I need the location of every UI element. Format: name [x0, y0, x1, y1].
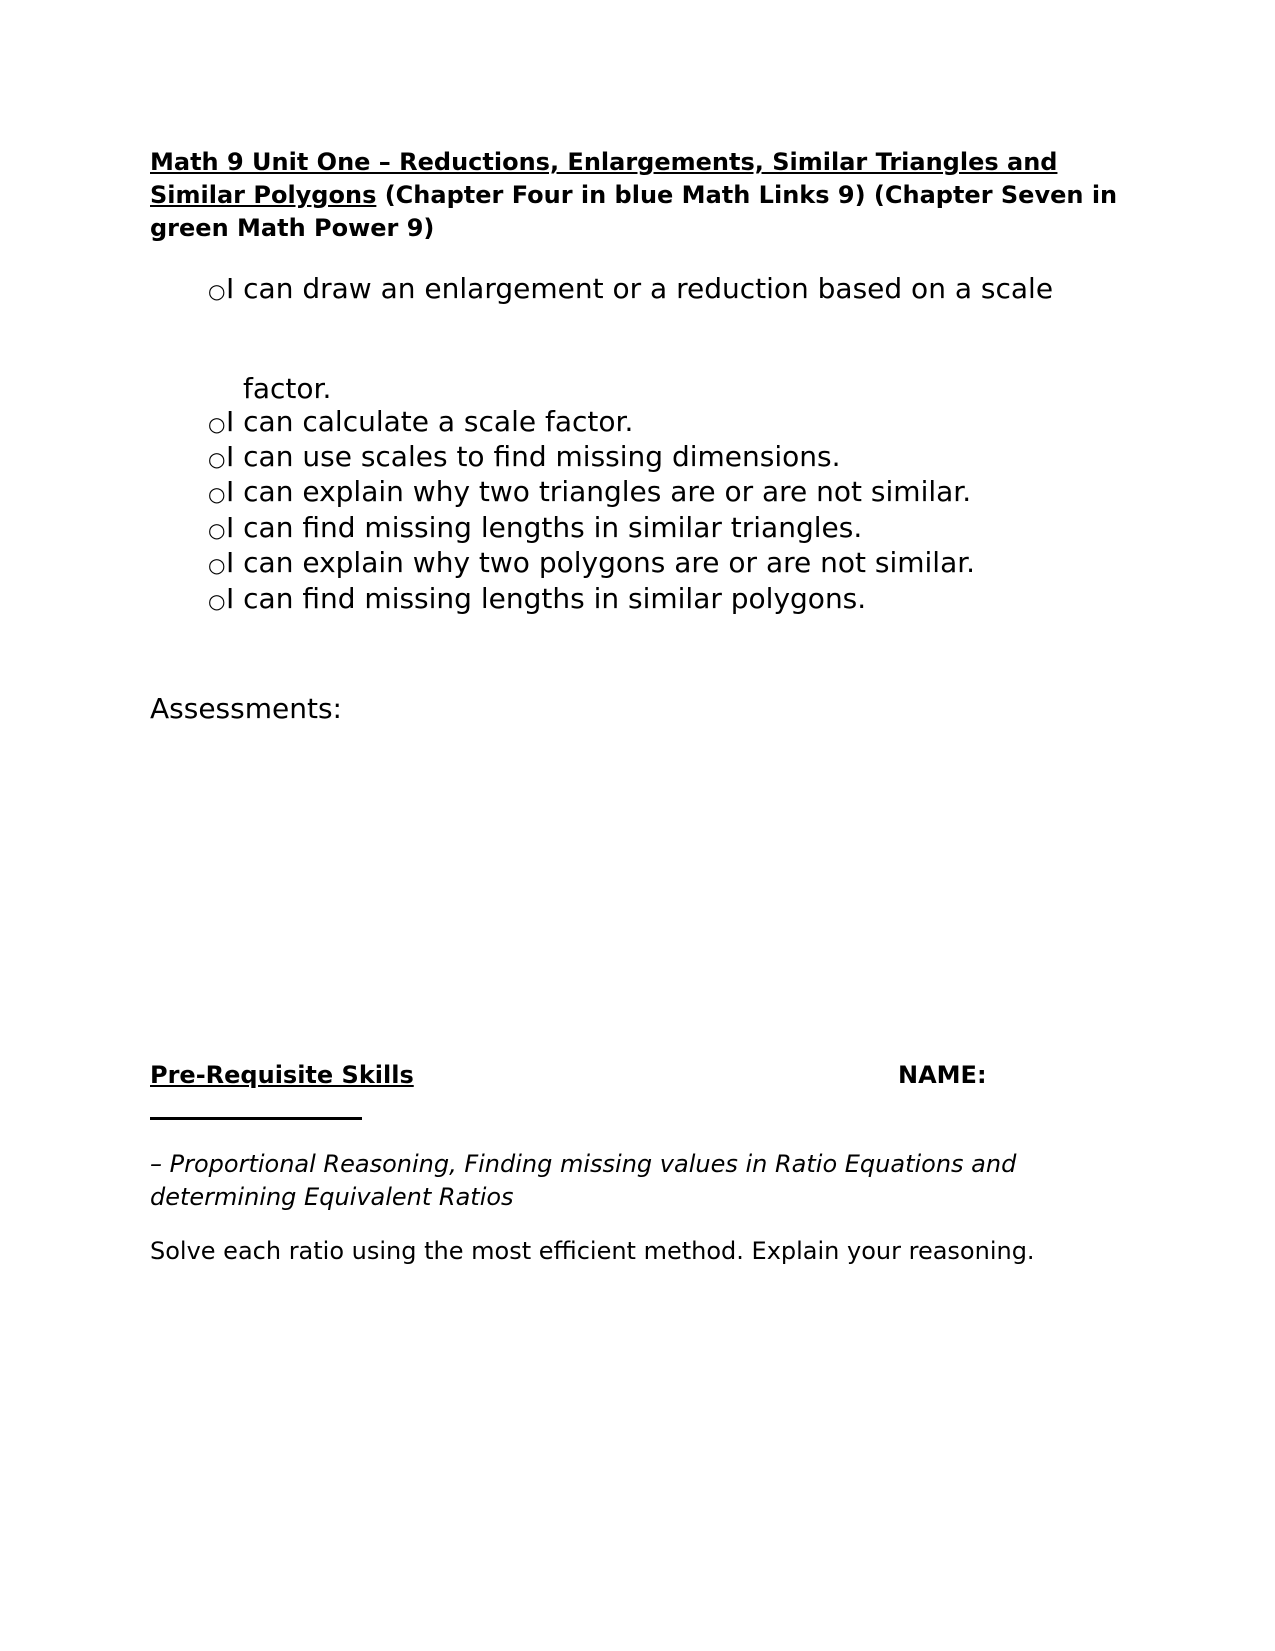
outcome-text-continuation: factor. [243, 372, 332, 405]
outcome-text: I can calculate a scale factor. [226, 405, 634, 438]
outcome-item [208, 511, 862, 547]
prerequisite-skills-heading: Pre-Requisite Skills [150, 1061, 414, 1089]
unit-title-chapters: (Chapter Four in blue Math Links 9) (Chapter Seven in green Math Power 9) [150, 181, 1118, 242]
outcome-item [208, 272, 1053, 308]
assessments-heading: Assessments: [150, 692, 342, 725]
instructions-text: Solve each ratio using the most efficient method. Explain your reasoning. [150, 1237, 1035, 1265]
circle-bullet-icon: ○ [208, 447, 226, 471]
circle-bullet-icon: ○ [208, 589, 226, 613]
outcome-text: I can find missing lengths in similar polygons. [226, 582, 867, 615]
outcome-item [208, 475, 971, 511]
circle-bullet-icon: ○ [208, 518, 226, 542]
unit-title [150, 146, 1130, 245]
outcome-text: I can use scales to find missing dimensions. [226, 440, 841, 473]
name-field-label [898, 1060, 987, 1090]
name-blank-line [150, 1117, 362, 1120]
unit-title-underlined-2: Similar Polygons [150, 181, 377, 209]
outcome-item [208, 440, 840, 476]
unit-title-underlined-1: Math 9 Unit One – Reductions, Enlargements, Similar Triangles and [150, 148, 1058, 176]
circle-bullet-icon: ○ [208, 412, 226, 436]
outcome-text: I can draw an enlargement or a reduction based on a scale [226, 272, 1054, 305]
prerequisite-subtitle: – Proportional Reasoning, Finding missing values in Ratio Equations and determining Equivalent Ratios [150, 1150, 1017, 1211]
outcome-text: I can find missing lengths in similar triangles. [226, 511, 863, 544]
outcome-item [208, 546, 975, 582]
outcome-text: I can explain why two polygons are or are not similar. [226, 546, 976, 579]
circle-bullet-icon: ○ [208, 279, 226, 303]
outcome-item [208, 405, 633, 441]
circle-bullet-icon: ○ [208, 553, 226, 577]
outcome-text: I can explain why two triangles are or are not similar. [226, 475, 972, 508]
name-label-text: NAME: [898, 1061, 987, 1089]
circle-bullet-icon: ○ [208, 482, 226, 506]
outcome-item [208, 582, 866, 618]
